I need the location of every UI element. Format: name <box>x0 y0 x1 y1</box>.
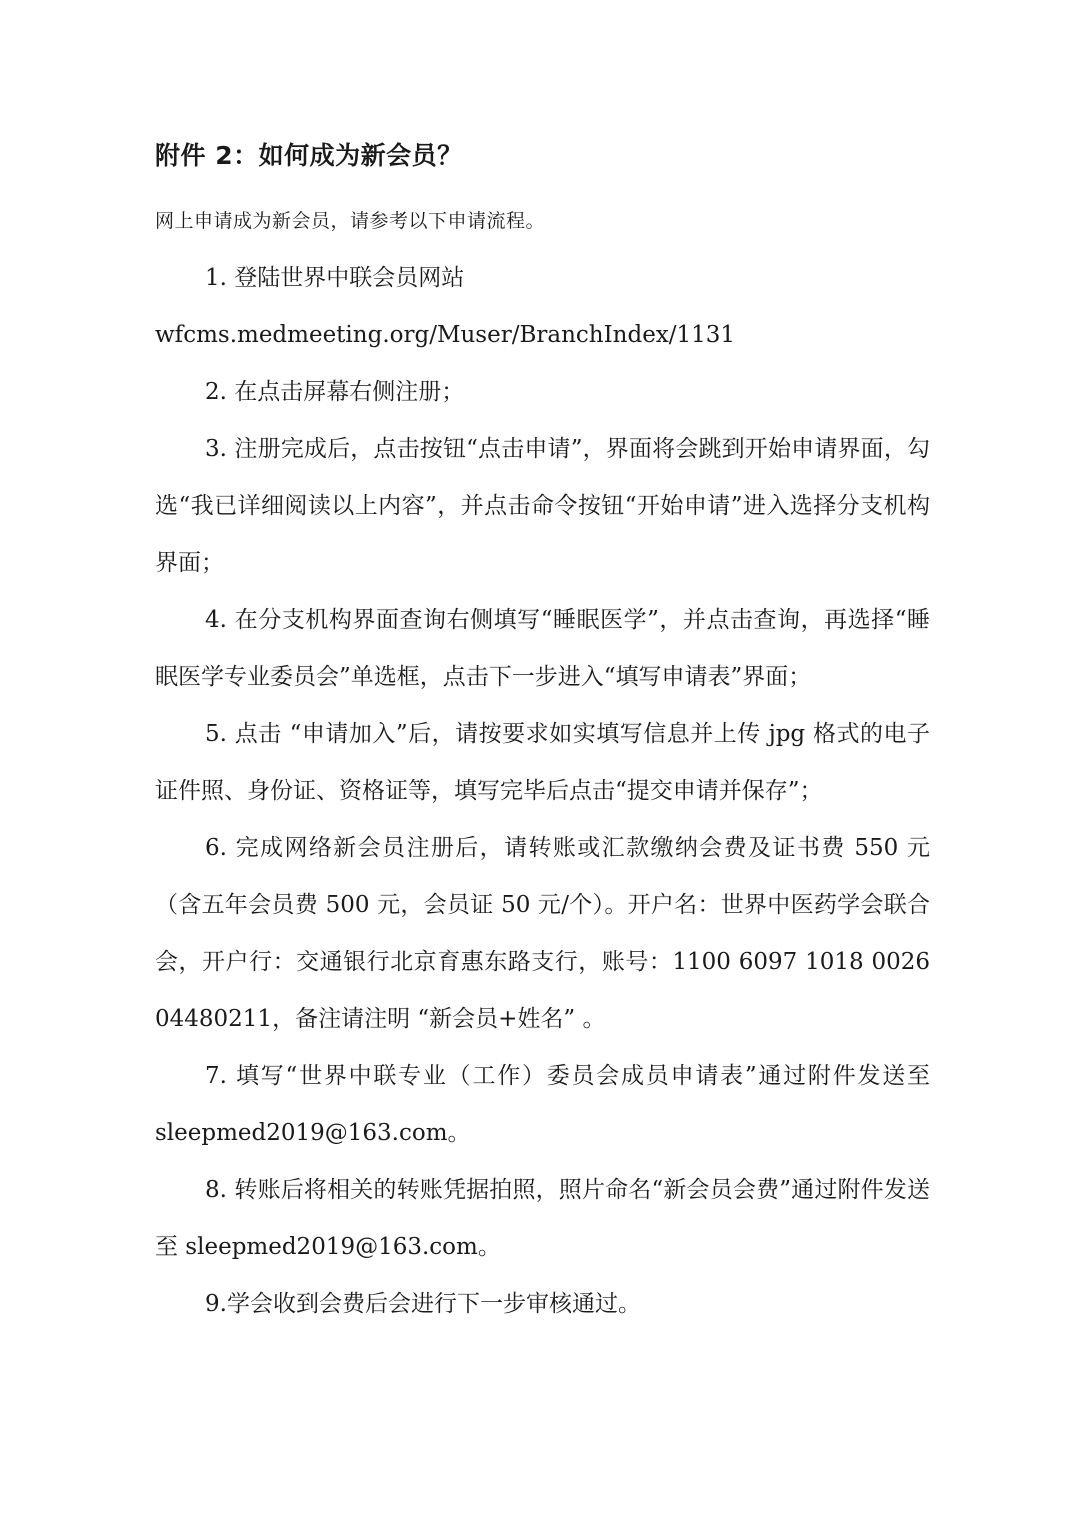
document-title: 附件 2：如何成为新会员？ <box>155 141 463 170</box>
step-8: 8. 转账后将相关的转账凭据拍照，照片命名“新会员会费”通过附件发送至 sleepmed2019@163.com。 <box>155 1177 930 1260</box>
step-5: 5. 点击 “申请加入”后，请按要求如实填写信息并上传 jpg 格式的电子证件照、身份证、资格证等，填写完毕后点击“提交申请并保存”； <box>155 721 930 804</box>
step-6: 6. 完成网络新会员注册后，请转账或汇款缴纳会费及证书费 550 元（含五年会员费 500 元，会员证 50 元/个）。开户名：世界中医药学会联合会，开户行：交通银行北京育惠东路支行，账号：1100 6097 1018 0026 04480211，备注请注明 “新会员+姓名” 。 <box>155 835 930 1032</box>
intro-text: 网上申请成为新会员，请参考以下申请流程。 <box>155 210 546 232</box>
step-1: 1. 登陆世界中联会员网站 <box>205 265 465 291</box>
step-2: 2. 在点击屏幕右侧注册； <box>205 379 465 405</box>
step-9: 9.学会收到会费后会进行下一步审核通过。 <box>205 1291 641 1317</box>
step-7: 7. 填写“世界中联专业（工作）委员会成员申请表”通过附件发送至 sleepmed2019@163.com。 <box>155 1063 930 1146</box>
step-3: 3. 注册完成后，点击按钮“点击申请”，界面将会跳到开始申请界面，勾选“我已详细阅读以上内容”，并点击命令按钮“开始申请”进入选择分支机构界面； <box>155 436 930 576</box>
document-body <box>155 136 930 1317</box>
website-url: wfcms.medmeeting.org/Muser/BranchIndex/1131 <box>155 322 736 348</box>
step-4: 4. 在分支机构界面查询右侧填写“睡眠医学”，并点击查询，再选择“睡眠医学专业委员会”单选框，点击下一步进入“填写申请表”界面； <box>155 607 930 690</box>
steps-list <box>155 250 930 1333</box>
